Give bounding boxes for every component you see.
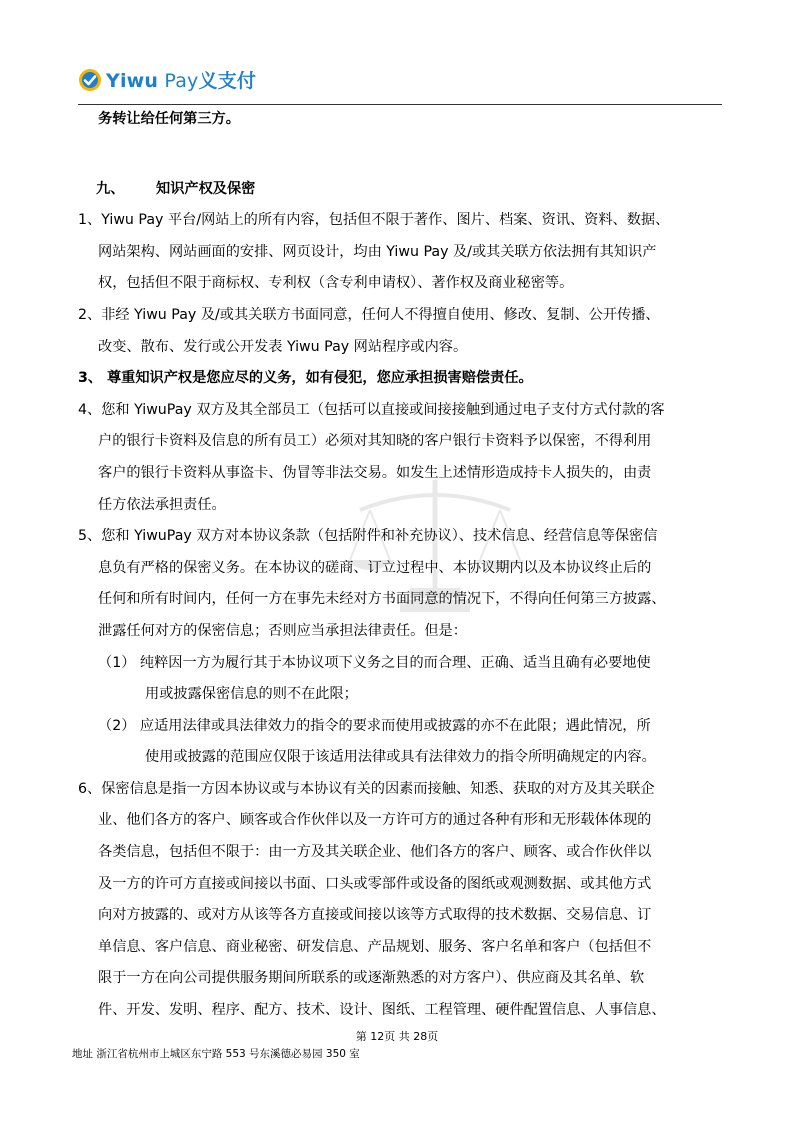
text-line: 3、 尊重知识产权是您应尽的义务，如有侵犯，您应承担损害赔偿责任。: [78, 370, 533, 387]
text-line: 改变、散布、发行或公开发表 Yiwu Pay 网站程序或内容。: [98, 338, 468, 355]
text-line: 息负有严格的保密义务。在本协议的磋商、订立过程中、本协议期内以及本协议终止后的: [98, 559, 652, 576]
page-header: [78, 62, 722, 105]
yiwupay-logo: [78, 66, 256, 93]
text-line: 件、开发、发明、程序、配方、技术、设计、图纸、工程管理、硬件配置信息、人事信息、: [98, 1002, 666, 1019]
text-line: 任何和所有时间内，任何一方在事先未经对方书面同意的情况下，不得向任何第三方披露、: [98, 591, 666, 608]
text-line: 任方依法承担责任。: [98, 496, 226, 513]
text-line: 单信息、客户信息、商业秘密、研发信息、产品规划、服务、客户名单和客户（包括但不: [98, 938, 652, 955]
text-line: 泄露任何对方的保密信息；否则应当承担法律责任。但是：: [98, 622, 467, 639]
text-line: 2、非经 Yiwu Pay 及/或其关联方书面同意，任何人不得擅自使用、修改、复制、公开传播、: [78, 306, 660, 323]
text-line: 6、保密信息是指一方因本协议或与本协议有关的因素而接触、知悉、获取的对方及其关联企: [78, 780, 655, 797]
checkmark-logo-icon: [78, 68, 102, 92]
text-line: 权，包括但不限于商标权、专利权（含专利申请权）、著作权及商业秘密等。: [98, 275, 574, 292]
section-title: 知识产权及保密: [156, 180, 256, 197]
text-line: 客户的银行卡资料从事盗卡、伪冒等非法交易。如发生上述情形造成持卡人损失的，由责: [98, 464, 652, 481]
text-line: 网站架构、网站画面的安排、网页设计，均由 Yiwu Pay 及/或其关联方依法拥有其知识产: [98, 243, 657, 260]
footer-address: 地址 浙江省杭州市上城区东宁路 553 号东溪德必易园 350 室: [72, 1048, 360, 1060]
text-line: 及一方的许可方直接或间接以书面、口头或零部件或设备的图纸或观测数据、或其他方式: [98, 875, 652, 892]
text-line: 向对方披露的、或对方从该等各方直接或间接以该等方式取得的技术数据、交易信息、订: [98, 907, 652, 924]
text-line: 务转让给任何第三方。: [98, 111, 240, 127]
text-line: 5、您和 YiwuPay 双方对本协议条款（包括附件和补充协议）、技术信息、经营信息等保密信: [78, 528, 658, 545]
text-line: 用或披露保密信息的则不在此限；: [145, 686, 358, 703]
page-number: 第 12页 共 28页: [355, 1030, 439, 1043]
text-line: 4、您和 YiwuPay 双方及其全部员工（包括可以直接或间接接触到通过电子支付方式付款的客: [78, 401, 665, 418]
text-line: （1） 纯粹因一方为履行其于本协议项下义务之目的而合理、正确、适当且确有必要地使: [98, 654, 651, 671]
text-line: 使用或披露的范围应仅限于该适用法律或具有法律效力的指令所明确规定的内容。: [145, 749, 656, 766]
section-heading: [78, 174, 726, 206]
document-body: [78, 104, 726, 1027]
logo-text: Yiwu Pay义支付: [106, 70, 257, 92]
text-line: 户的银行卡资料及信息的所有员工）必须对其知晓的客户银行卡资料予以保密，不得利用: [98, 433, 652, 450]
text-line: 限于一方在向公司提供服务期间所联系的或逐渐熟悉的对方客户）、供应商及其名单、软: [98, 970, 645, 987]
text-line: （2） 应适用法律或具法律效力的指令的要求而使用或披露的亦不在此限；遇此情况，所: [98, 717, 651, 734]
section-number: 九、: [96, 180, 125, 197]
text-line: 1、Yiwu Pay 平台/网站上的所有内容，包括但不限于著作、图片、档案、资讯、资料、数据、: [78, 212, 670, 229]
text-line: 业、他们各方的客户、顾客或合作伙伴以及一方许可方的通过各种有形和无形载体体现的: [98, 812, 652, 829]
text-line: 各类信息，包括但不限于：由一方及其关联企业、他们各方的客户、顾客、或合作伙伴以: [98, 844, 652, 861]
